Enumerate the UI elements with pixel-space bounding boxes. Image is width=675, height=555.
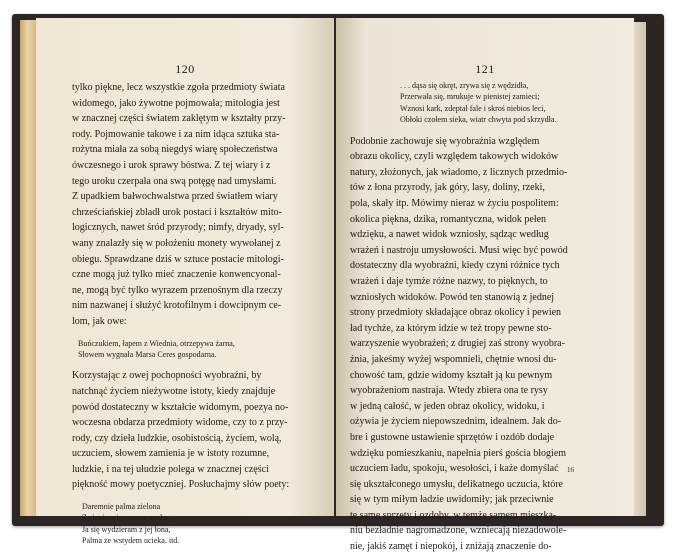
- text-line: Korzystając z owej pochopności wyobraźni, by: [72, 370, 262, 382]
- spacer: [72, 493, 336, 501]
- verse-line: Słowem wygnała Marsa Ceres gospodarna.: [78, 349, 217, 359]
- verse-line: Wznosi kark, zdeptał fale i skroś niebios leci,: [400, 103, 546, 113]
- text-line: nie, jakiś zamęt i niepokój, i zniżają znaczenie do-: [350, 541, 552, 553]
- text-line: nim nazwanej i służyć krotofilnym i dowcipnym ce-: [72, 300, 282, 312]
- verse-block: [72, 501, 336, 547]
- text-line: uczuciem ładu, spokoju, wesołości, i każe domyślać: [350, 463, 559, 475]
- right-page-text: [350, 80, 618, 555]
- text-line: te same sprzęty i ozdoby, w temże samem mieszka-: [350, 509, 557, 521]
- page-number: 120: [175, 62, 195, 76]
- text-line: widomego, jako żywotne pojmowała; mitologia jest: [72, 97, 280, 109]
- text-line: pola, skały itp. Mówimy nieraz w życiu pospolitem:: [350, 198, 559, 209]
- text-line: ludzkie, i na tej ułudzie polega w znacznej części: [72, 463, 269, 475]
- text-line: tylko piękne, lecz wszystkie zgoła przedmioty świata: [72, 82, 285, 93]
- page-edges-left: [20, 20, 36, 516]
- verse-line: Buńczukiem, łapem z Wiednia, otrzepywa żarna,: [78, 338, 235, 348]
- text-line: się w tym miłym ładzie uwidomiły; jak przeciwnie: [350, 494, 554, 506]
- text-line: wyobrażeniom nastraja. Wtedy zbiera ona te rysy: [350, 385, 548, 397]
- text-line: uczuciem, słowem zamienia je w istoty rozumne,: [72, 448, 270, 460]
- text-line: Podobnie zachowuje się wyobraźnia względem: [350, 135, 540, 147]
- spacer: [72, 330, 336, 338]
- page-number: 121: [475, 62, 495, 76]
- text-line: natury, złożonych, jak wiadomo, z licznych przedmio-: [350, 166, 568, 178]
- text-line: tów z łona przyrody, jak góry, lasy, doliny, rzeki,: [350, 182, 545, 194]
- text-line: bre i gustowne ustawienie sprzętów i ozdób dodaje: [350, 431, 555, 443]
- text-line: chowość tam, gdzie widomy kształt ją ku pewnym: [350, 369, 553, 381]
- text-line: natchnąć życiem nieżywotne istoty, kiedy znajduje: [72, 385, 276, 397]
- verse-line: Obłoki czołem sieka, wiatr chwyta pod skrzydła.: [400, 115, 557, 125]
- text-line: logicznych, nawet śród przyrody; nimfy, dryady, syl-: [72, 222, 284, 234]
- text-line: strony przedmioty składające obraz okolicy i pewien: [350, 307, 562, 319]
- text-line: chrześciańskiej zbladł urok postaci i kształtów mito-: [72, 206, 282, 218]
- text-line: ne, mogą być tylko wyrazem przenośnym dla rzeczy: [72, 284, 283, 296]
- text-line: powód dostateczny w kształcie widomym, poezya no-: [72, 401, 289, 413]
- text-line: rody, czy dzieła ludzkie, osobistością, życiem, wolą,: [72, 432, 282, 444]
- verse-line: . . . dąsa się okręt, zrywa się z wędzidła,: [400, 81, 529, 90]
- text-line: woczesna obdarza przedmioty widome, czy to z przy-: [72, 417, 288, 429]
- text-line: okolica piękna, dzika, romantyczna, widok pełen: [350, 213, 547, 225]
- verse-block: [350, 80, 618, 126]
- text-block: [72, 368, 336, 493]
- text-block: [72, 80, 336, 330]
- text-line: Z upadkiem bałwochwalstwa przed światłem wiary: [72, 191, 278, 203]
- text-line: ład tychże, za którym idzie w też tropy pewne sto-: [350, 322, 552, 334]
- left-page: [36, 18, 334, 546]
- text-line: wrażeń i daje tymże różne nazwy, to pięknych, to: [350, 275, 548, 287]
- spacer: [350, 126, 618, 134]
- verse-line: Palma ze wstydem ucieka. itd.: [82, 536, 180, 546]
- page-edges-right: [632, 22, 646, 516]
- text-line: ówczesnego i urok sprawy bóstwa. Z tej wiary i z: [72, 159, 271, 171]
- verse-line: Z cieniem i owocem czeka,: [82, 513, 170, 523]
- verse-line: Daremnie palma zielona: [82, 502, 161, 512]
- text-line: wdzięku pomieszkaniu, napełnia pierś gościa błogiem: [350, 447, 567, 459]
- text-line: wzniosłych widoków. Powód ten stanowią z jednej: [350, 291, 555, 303]
- left-page-text: [72, 80, 336, 547]
- text-line: rożytna miała za sobą niegdyś wiarę społeczeństwa: [72, 144, 278, 156]
- text-line: wrażeń i nastroju umysłowości. Musi więc być powód: [350, 244, 568, 256]
- text-line: dostateczny dla wyobraźni, kiedy czyni różnice tych: [350, 260, 560, 272]
- text-line: obrazu okolicy, czyli względem takowych widoków: [350, 151, 559, 163]
- text-line: wdzięku, a nawet widok wzniosły, sądząc według: [350, 229, 549, 241]
- verse-line: Przerwała się, mrukuje w pienistej zamieci;: [400, 92, 540, 102]
- text-line: obiegu. Sprawdzane dziś w sztuce postacie mitologi-: [72, 253, 284, 265]
- text-line: w jedną całość, w jeden obraz okolicy, widoku, i: [350, 400, 545, 412]
- text-block: [350, 134, 618, 555]
- text-line: tego uroku czerpała ona swą potęgę nad umysłami.: [72, 175, 277, 187]
- right-page: [336, 18, 634, 553]
- spacer: [72, 360, 336, 368]
- verse-block: [72, 338, 336, 361]
- verse-line: Ja się wydzieram z jej łona,: [82, 524, 171, 534]
- text-line: piękność mowy poetyczniej. Posłuchajmy słów poety:: [72, 479, 290, 491]
- signature-mark: 16: [567, 466, 574, 474]
- text-line: niu bezładnie nagromadzone, wzniecają niezadowole-: [350, 525, 567, 537]
- text-line: wany znalazły się w położeniu monety wywołanej z: [72, 237, 281, 249]
- text-line: się ukształconego umysłu, delikatnego uczucia, które: [350, 478, 563, 490]
- text-line: w znacznej części światem zaklętym w kształty przy-: [72, 113, 286, 125]
- text-line: warzyszenie wyobrażeń; z drugiej zaś strony wyobra-: [350, 338, 565, 350]
- text-line: rody. Pojmowanie takowe i za nim idąca sztuka sta-: [72, 128, 280, 140]
- text-line: źnia, jakeśmy wyżej wspomnieli, chętnie wnosi du-: [350, 353, 557, 365]
- text-line: lom, jak owe:: [72, 315, 127, 327]
- text-line: czne mogą już tylko mieć znaczenie konwencyonal-: [72, 269, 281, 281]
- text-line: ożywia je życiem niepowszednim, idealnem. Jak do-: [350, 416, 562, 428]
